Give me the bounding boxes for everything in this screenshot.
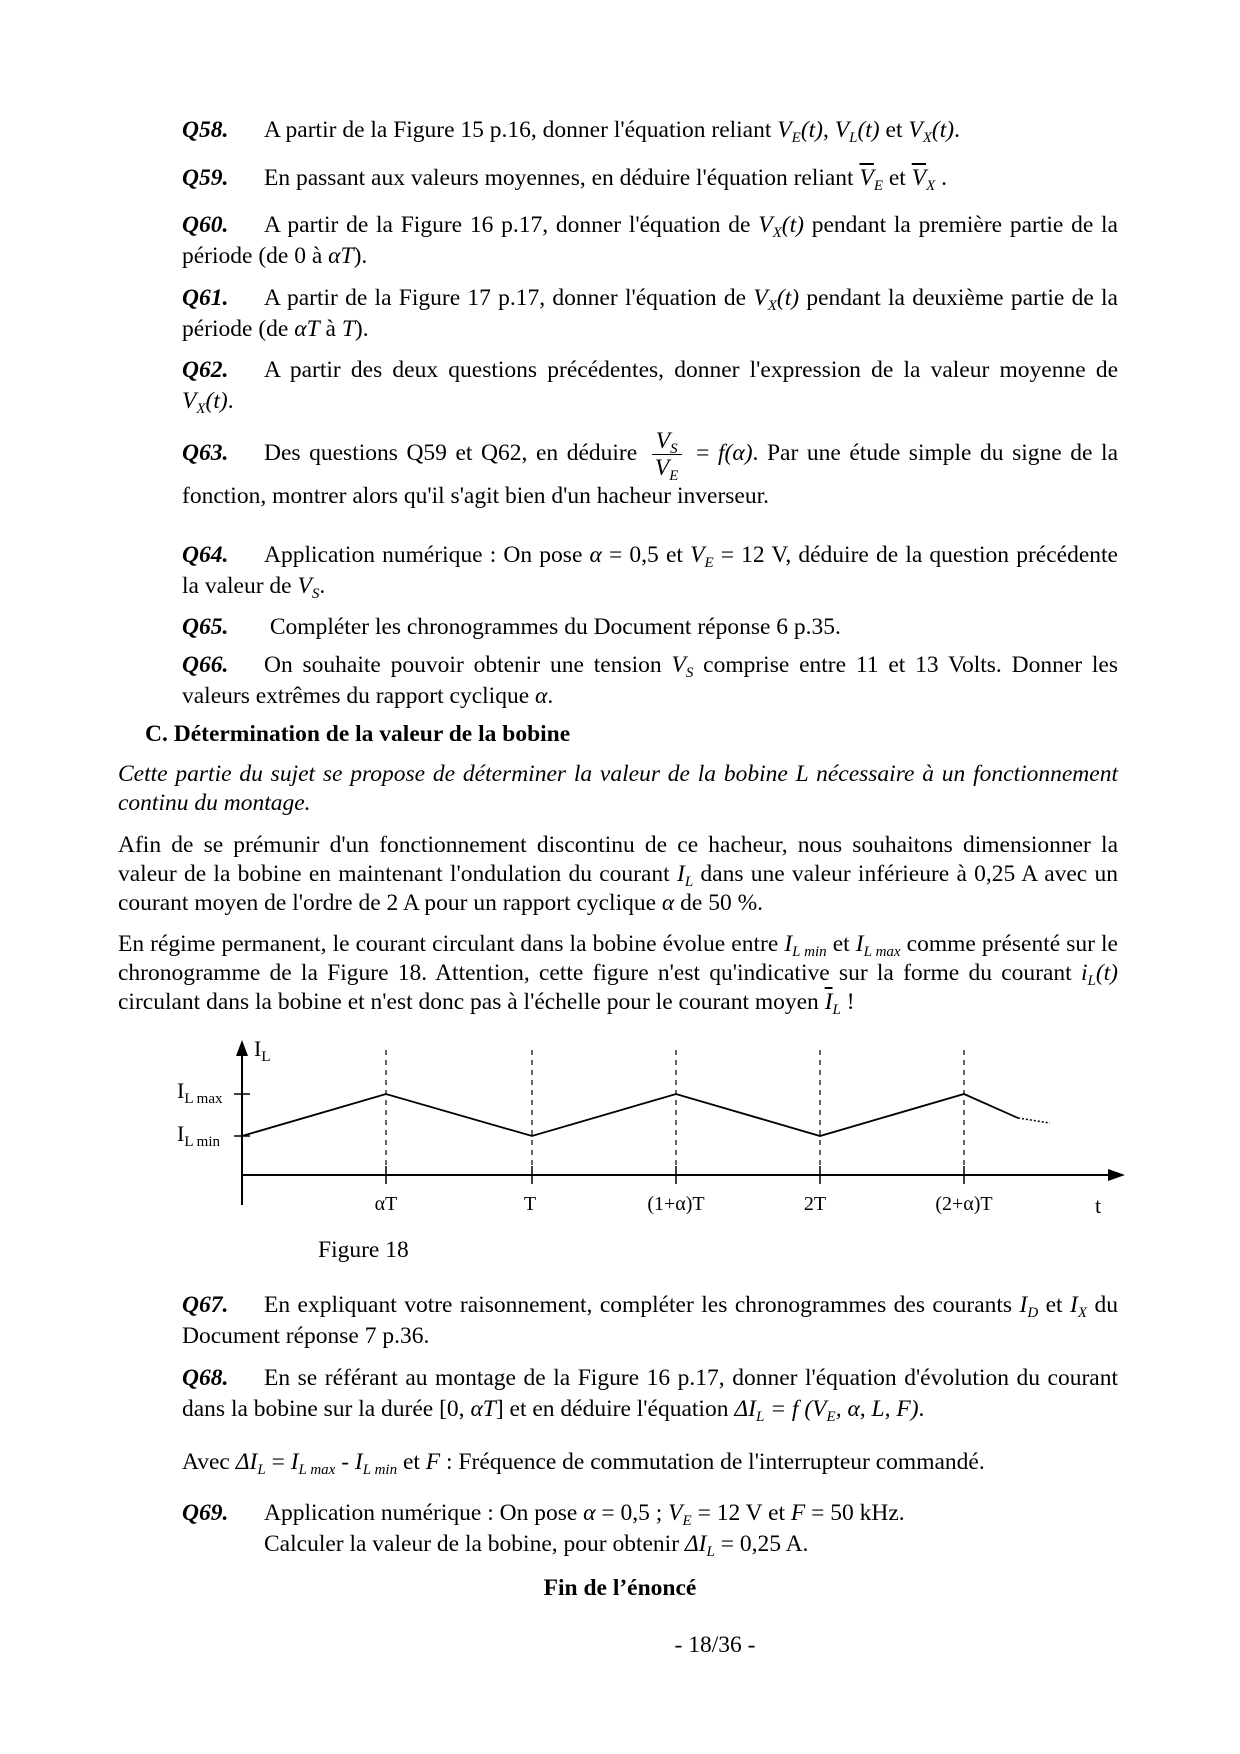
- question-q66: Q66. On souhaite pouvoir obtenir une tension $V_S$ comprise entre 11 et 13 Volts. Donner les valeurs extrêmes du rapport cyclique α.: [182, 652, 1118, 709]
- question-number: Q69.: [182, 1500, 229, 1526]
- question-number: Q60.: [182, 212, 229, 238]
- question-q61: Q61. A partir de la Figure 17 p.17, donner l'équation de $V_X(t)$ pendant la deuxième partie de la période (de αT à T).: [182, 285, 1118, 342]
- y-axis-label: $I_L$: [254, 1036, 271, 1065]
- question-q62: Q62. A partir des deux questions précédentes, donner l'expression de la valeur moyenne de $V_X(t)$.: [182, 357, 1118, 417]
- page-number: - 18/36 -: [674, 1632, 756, 1658]
- question-q58: Q58. A partir de la Figure 15 p.16, donner l'équation reliant $V_E(t)$, $V_L(t)$ et $V_X(t)$.: [182, 117, 960, 146]
- end-of-statement: Fin de l’énoncé: [543, 1575, 697, 1601]
- question-q67: Q67. En expliquant votre raisonnement, compléter les chronogrammes des courants $I_D$ et $I_X$ du Document réponse 7 p.36.: [182, 1292, 1118, 1349]
- x-tick-label-2T: 2T: [803, 1193, 827, 1215]
- figure-caption: Figure 18: [318, 1237, 409, 1263]
- question-number: Q58.: [182, 117, 229, 143]
- current-waveform-continuation: [1018, 1118, 1050, 1123]
- question-q68: Q68. En se référant au montage de la Figure 16 p.17, donner l'équation d'évolution du courant dans la bobine sur la durée [0, αT] et en déduire l'équation $\Delta I_L = f$ ($V_E$, α, L, F).: [182, 1365, 1118, 1425]
- x-tick-label-alphaT: αT: [374, 1193, 398, 1215]
- x-tick-label-T: T: [523, 1193, 537, 1215]
- question-q60: Q60. A partir de la Figure 16 p.17, donner l'équation de $V_X(t)$ pendant la première partie de la période (de 0 à αT).: [182, 212, 1118, 269]
- y-tick-label-max: $I_{L max}$: [177, 1078, 223, 1107]
- question-q65: Q65. Compléter les chronogrammes du Document réponse 6 p.35.: [182, 612, 1118, 643]
- paragraph-2: En régime permanent, le courant circulant dans la bobine évolue entre $I_{L min}$ et $I_{L max}$ comme présenté sur le chronogramme de la Figure 18. Attention, cette figure n'est qu'indicative sur la forme du courant $i_L(t)$ circulant dans la bobine et n'est donc pas à l'échelle pour le courant moyen $\overline{I}_L$ !: [118, 931, 1118, 1018]
- question-q59: Q59. En passant aux valeurs moyennes, en déduire l'équation reliant $\overline{V}_E$ et $\overline{V}_X$ .: [182, 165, 947, 194]
- question-q64: Q64. Application numérique : On pose α = 0,5 et $V_E = 12$ V, déduire de la question précédente la valeur de $V_S$.: [182, 542, 1118, 602]
- question-number: Q68.: [182, 1365, 229, 1391]
- question-number: Q66.: [182, 652, 229, 678]
- question-number: Q61.: [182, 285, 229, 311]
- section-title: C. Détermination de la valeur de la bobine: [145, 721, 571, 747]
- question-number: Q63.: [182, 439, 229, 466]
- x-axis-arrow: [1108, 1169, 1125, 1181]
- question-number: Q64.: [182, 542, 229, 568]
- period-dashed-lines: [386, 1050, 964, 1172]
- section-intro: Cette partie du sujet se propose de déterminer la valeur de la bobine L nécessaire à un fonctionnement continu du montage.: [118, 761, 1118, 816]
- y-axis-arrow: [236, 1040, 248, 1056]
- fraction-vs-ve: $\frac{V_S}{V_E}$: [652, 428, 682, 481]
- question-number: Q59.: [182, 165, 229, 191]
- x-tick-label-2alphaT: (2+α)T: [935, 1193, 993, 1215]
- x-tick-label-1alphaT: (1+α)T: [647, 1193, 705, 1215]
- question-q63: Q63. Des questions Q59 et Q62, en déduire $\frac{V_S}{V_E}$ = f(α). Par une étude simple du signe de la fonction, montrer alors qu'il s'agit bien d'un hacheur inverseur.: [182, 428, 1118, 509]
- question-number: Q62.: [182, 357, 229, 383]
- question-number: Q65.: [182, 614, 229, 640]
- question-number: Q67.: [182, 1292, 229, 1318]
- paragraph-1: Afin de se prémunir d'un fonctionnement discontinu de ce hacheur, nous souhaitons dimensionner la valeur de la bobine en maintenant l'ondulation du courant $I_L$ dans une valeur inférieure à 0,25 A avec un courant moyen de l'ordre de 2 A pour un rapport cyclique α de 50 %.: [118, 832, 1118, 916]
- definition-avec: Avec $\Delta I_L = I_{L max} - I_{L min}$ et F : Fréquence de commutation de l'interrupteur commandé.: [182, 1449, 985, 1478]
- current-waveform: [242, 1094, 1018, 1136]
- question-q69: Q69. Application numérique : On pose α = 0,5 ; $V_E = 12$ V et F = 50 kHz. Calculer la valeur de la bobine, pour obtenir $\Delta I_L = 0,25$ A.: [182, 1500, 905, 1560]
- y-tick-label-min: $I_{L min}$: [177, 1121, 221, 1150]
- x-axis-label: t: [1095, 1193, 1102, 1218]
